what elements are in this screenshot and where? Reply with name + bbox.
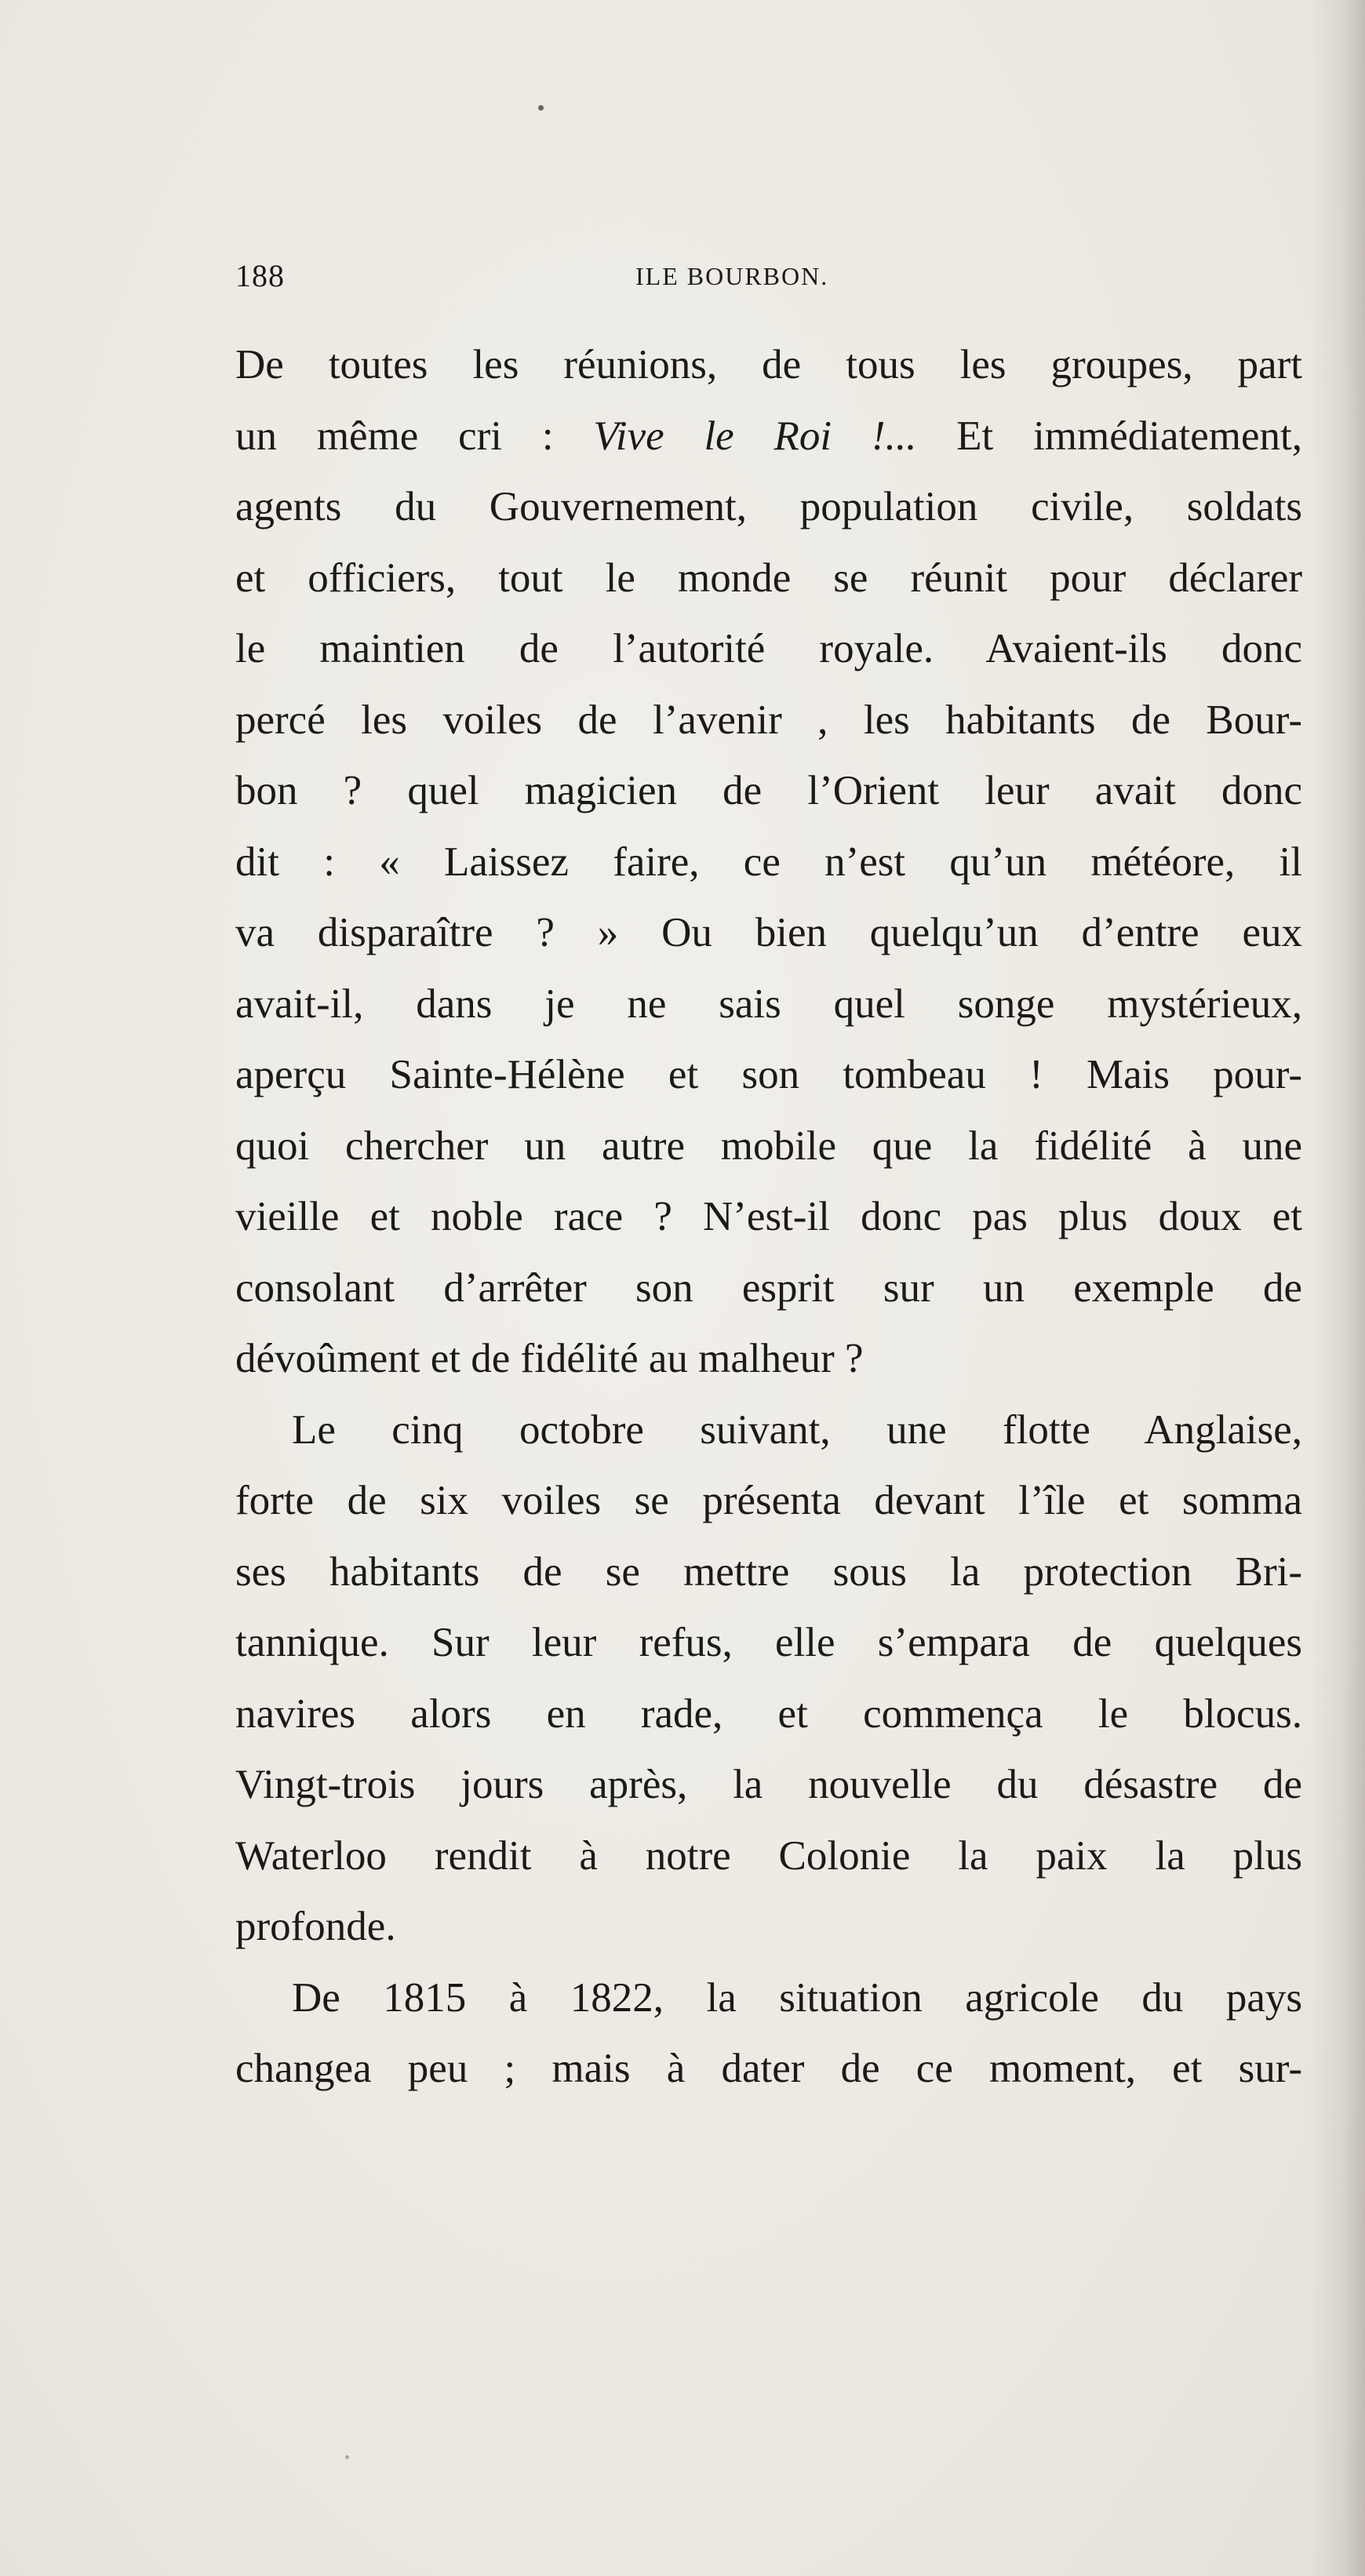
- italic-exclamation: Vive le Roi !...: [593, 413, 917, 459]
- text-line: dévoûment et de fidélité au malheur ?: [235, 1336, 864, 1381]
- paper-speck: [345, 2455, 349, 2459]
- page-gutter-shadow: [1310, 0, 1365, 2576]
- text-line: percé les voiles de l’avenir , les habitants de Bour-: [235, 697, 1302, 743]
- text-line: forte de six voiles se présenta devant l’île et somma: [235, 1478, 1302, 1523]
- text-line: navires alors en rade, et commença le blocus.: [235, 1690, 1302, 1737]
- text-line: va disparaître ? » Ou bien quelqu’un d’entre eux: [235, 910, 1302, 955]
- text-line: profonde.: [235, 1904, 396, 1949]
- text-line: bon ? quel magicien de l’Orient leur avait donc: [235, 768, 1302, 813]
- running-head: ILE BOURBON.: [635, 262, 829, 290]
- paper-speck: [538, 105, 544, 111]
- text-line: consolant d’arrêter son esprit sur un exemple de: [235, 1264, 1302, 1311]
- text-line: vieille et noble race ? N’est-il donc pas plus doux et: [235, 1194, 1302, 1239]
- text-line: Le cinq octobre suivant, une flotte Anglaise,: [292, 1406, 1302, 1453]
- page-header: [235, 257, 1294, 304]
- text-line: avait-il, dans je ne sais quel songe mystérieux,: [235, 981, 1302, 1027]
- text-line: aperçu Sainte-Hélène et son tombeau ! Mais pour-: [235, 1052, 1302, 1097]
- text-line-end: Et immédiatement,: [916, 413, 1302, 459]
- page-number: 188: [235, 258, 285, 293]
- body-text: [235, 329, 1302, 2105]
- text-line: quoi chercher un autre mobile que la fidélité à une: [235, 1122, 1302, 1169]
- text-line: changea peu ; mais à dater de ce moment, et sur-: [235, 2046, 1302, 2091]
- text-line: Vingt-trois jours après, la nouvelle du désastre de: [235, 1762, 1302, 1807]
- text-line: [235, 401, 1302, 472]
- text-line: tannique. Sur leur refus, elle s’empara de quelques: [235, 1620, 1302, 1665]
- text-line: De 1815 à 1822, la situation agricole du pays: [292, 1974, 1302, 2021]
- text-line: le maintien de l’autorité royale. Avaient-ils donc: [235, 626, 1302, 671]
- text-line: ses habitants de se mettre sous la protection Bri-: [235, 1548, 1302, 1595]
- text-line-start: un même cri :: [235, 413, 594, 459]
- text-line: Waterloo rendit à notre Colonie la paix la plus: [235, 1832, 1302, 1879]
- text-line: et officiers, tout le monde se réunit pour déclarer: [235, 555, 1302, 601]
- text-line: agents du Gouvernement, population civile, soldats: [235, 484, 1302, 529]
- text-line: De toutes les réunions, de tous les groupes, part: [235, 342, 1302, 387]
- text-line: dit : « Laissez faire, ce n’est qu’un météore, il: [235, 839, 1302, 885]
